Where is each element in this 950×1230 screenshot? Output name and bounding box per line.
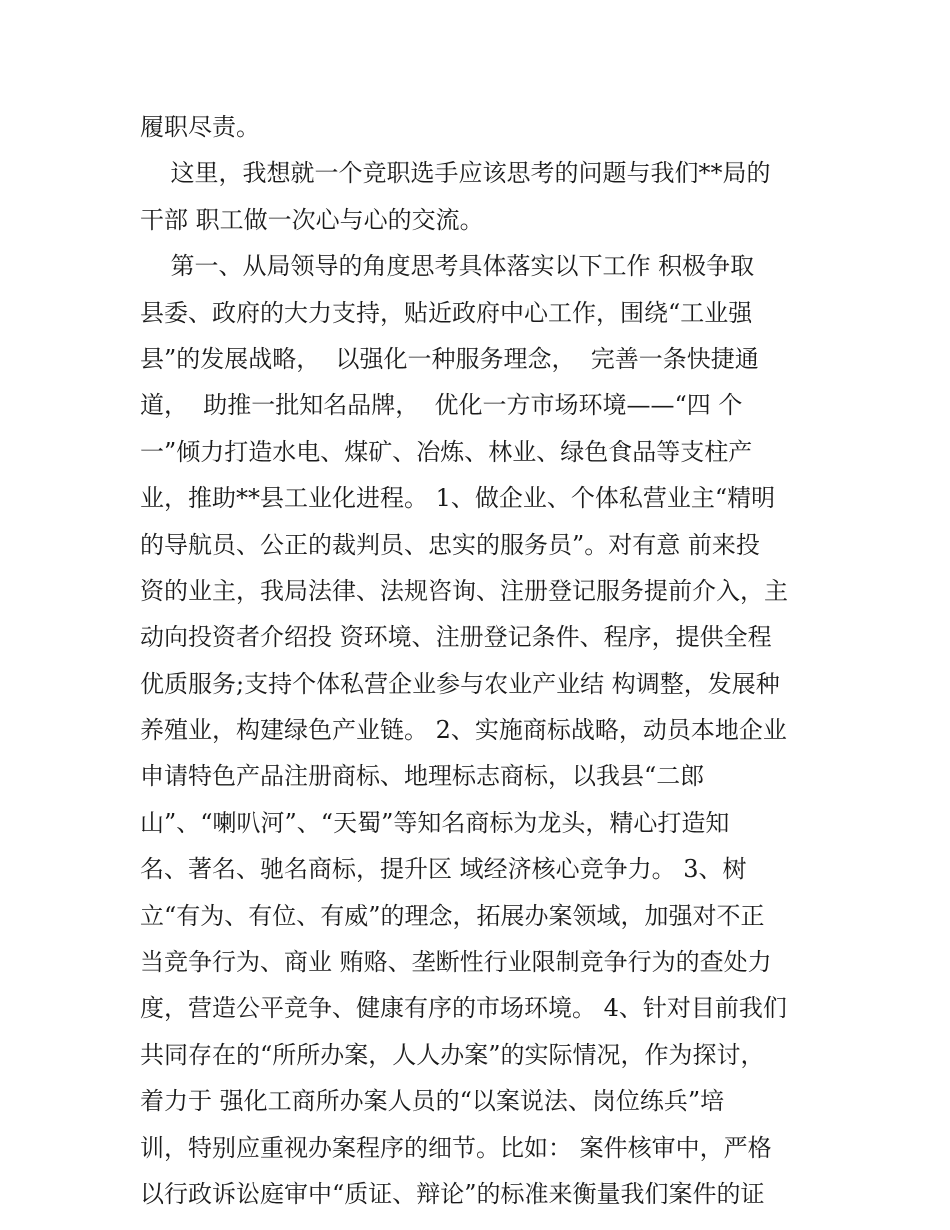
text-line: 山”、“喇叭河”、“天蜀”等知名商标为龙头，精心打造知 bbox=[140, 808, 730, 837]
text-line: 干部 职工做一次心与心的交流。 bbox=[140, 205, 484, 234]
text-line: 县委、政府的大力支持，贴近政府中心工作，围绕“工业强 bbox=[140, 298, 753, 327]
text-line: 训，特别应重视办案程序的细节。比如： 案件核审中，严格 bbox=[140, 1133, 772, 1162]
text-line: 县”的发展战略， 以强化一种服务理念， 完善一条快捷通 bbox=[140, 344, 759, 373]
text-line: 名、著名、驰名商标，提升区 域经济核心竞争力。 3、树 bbox=[140, 855, 747, 884]
text-line: 以行政诉讼庭审中“质证、辩论”的标准来衡量我们案件的证 bbox=[140, 1179, 765, 1208]
text-line: 共同存在的“所所办案，人人办案”的实际情况，作为探讨， bbox=[140, 1040, 765, 1069]
text-line: 资的业主，我局法律、法规咨询、注册登记服务提前介入，主 bbox=[140, 576, 788, 605]
text-line: 度，营造公平竞争、健康有序的市场环境。 4、针对目前我们 bbox=[140, 994, 787, 1023]
text-line: 着力于 强化工商所办案人员的“以案说法、岗位练兵”培 bbox=[140, 1087, 725, 1116]
text-line: 优质服务;支持个体私营企业参与农业产业结 构调整，发展种 bbox=[140, 669, 780, 698]
text-line: 的导航员、公正的裁判员、忠实的服务员”。对有意 前来投 bbox=[140, 530, 760, 559]
text-line: 道， 助推一批知名品牌， 优化一方市场环境——“四 个 bbox=[140, 391, 743, 420]
text-line: 立“有为、有位、有威”的理念，拓展办案领域，加强对不正 bbox=[140, 901, 765, 930]
document-body bbox=[140, 104, 812, 1217]
text-line: 申请特色产品注册商标、地理标志商标，以我县“二郎 bbox=[140, 762, 705, 791]
text-line: 养殖业，构建绿色产业链。 2、实施商标战略，动员本地企业 bbox=[140, 716, 787, 745]
text-line: 业，推助**县工业化进程。 1、做企业、个体私营业主“精明 bbox=[140, 484, 776, 513]
text-line: 当竞争行为、商业 贿赂、垄断性行业限制竞争行为的查处力 bbox=[140, 948, 772, 977]
text-line: 这里，我想就一个竞职选手应该思考的问题与我们**局的 bbox=[140, 159, 771, 188]
text-line: 第一、从局领导的角度思考具体落实以下工作 积极争取 bbox=[140, 252, 755, 281]
text-line: 一”倾力打造水电、煤矿、冶炼、林业、绿色食品等支柱产 bbox=[140, 437, 753, 466]
text-line: 履职尽责。 bbox=[140, 113, 260, 141]
text-line: 动向投资者介绍投 资环境、注册登记条件、程序，提供全程 bbox=[140, 623, 772, 652]
